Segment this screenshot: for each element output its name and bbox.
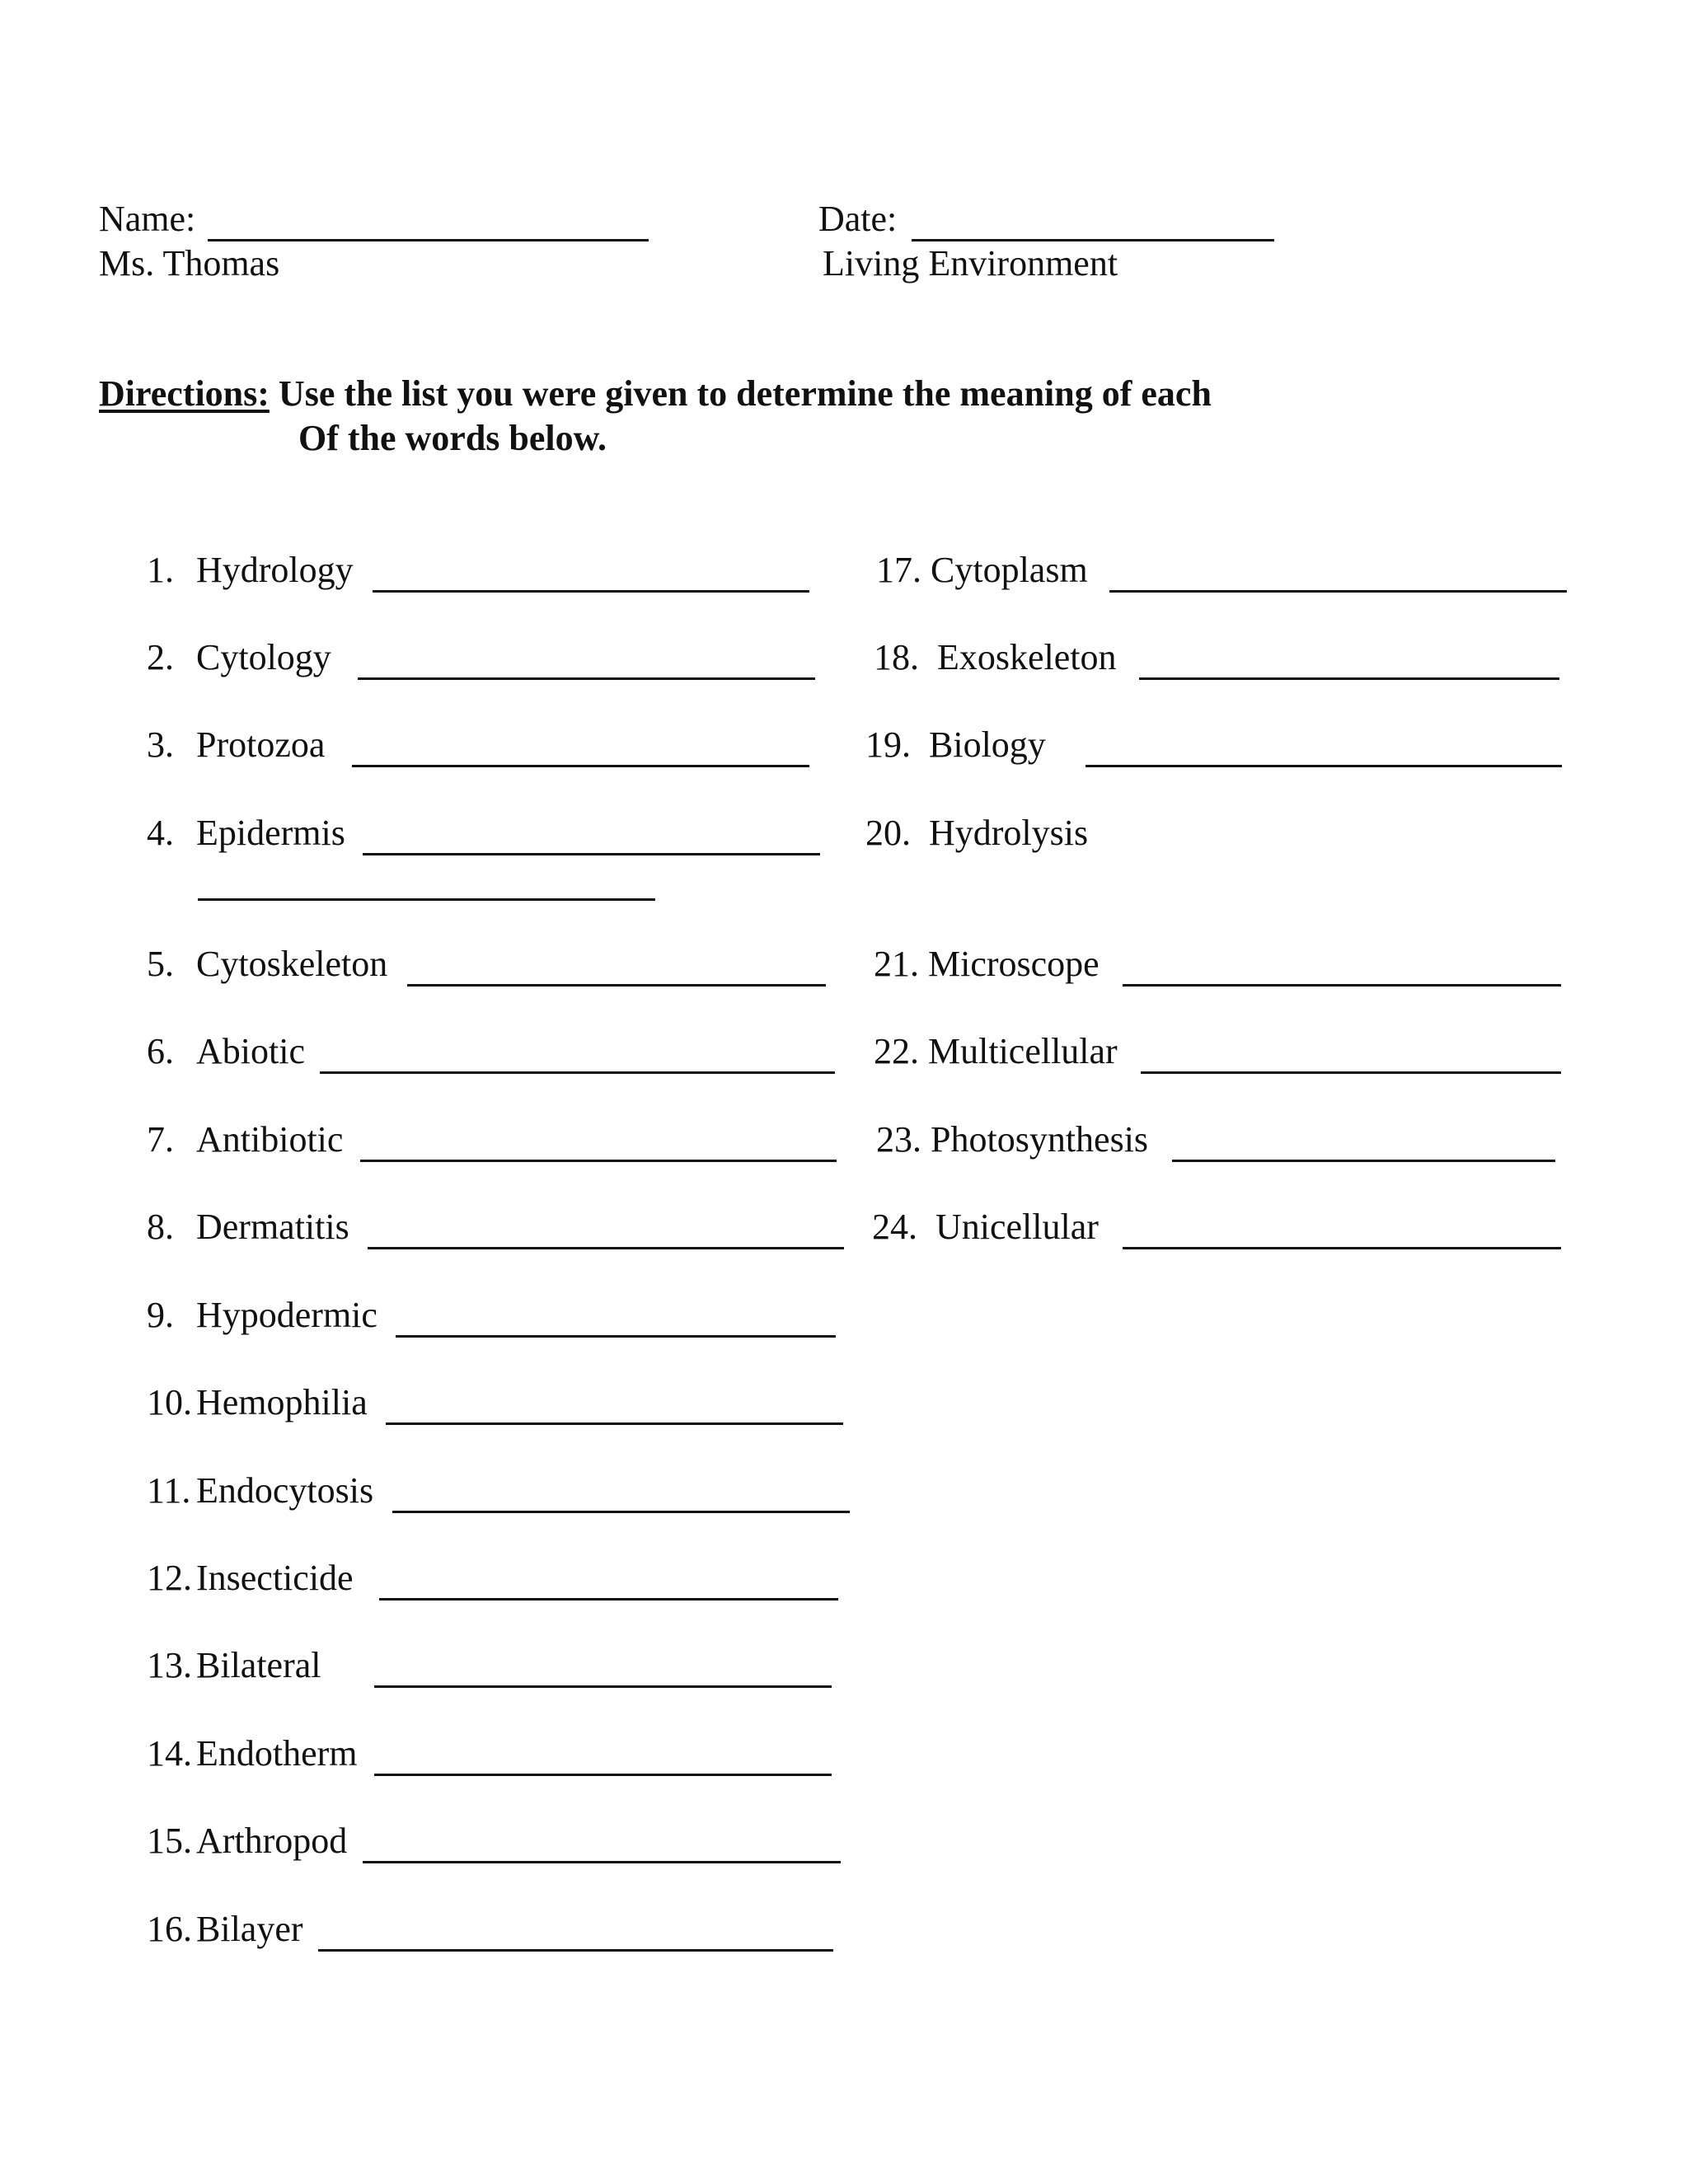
list-item: 16. Bilayer: [147, 1909, 303, 1949]
answer-line[interactable]: [352, 765, 809, 767]
list-item: 3. Protozoa: [147, 724, 326, 765]
list-item: 4. Epidermis: [147, 813, 345, 853]
list-item: 22. Multicellular: [874, 1031, 1118, 1071]
list-item: 14. Endotherm: [147, 1733, 358, 1774]
list-item: 13. Bilateral: [147, 1645, 321, 1685]
answer-line[interactable]: [396, 1335, 836, 1338]
list-item: 19. Biology: [865, 724, 1046, 765]
list-item: 6. Abiotic: [147, 1031, 305, 1071]
answer-line[interactable]: [363, 853, 820, 855]
answer-line[interactable]: [318, 1949, 833, 1952]
answer-line[interactable]: [1123, 1247, 1561, 1249]
list-item: 10. Hemophilia: [147, 1382, 368, 1422]
answer-line[interactable]: [360, 1160, 837, 1162]
answer-line[interactable]: [1141, 1071, 1561, 1074]
list-item: 2. Cytology: [147, 637, 331, 677]
answer-line[interactable]: [358, 677, 815, 680]
answer-line[interactable]: [373, 590, 809, 593]
list-item: 7. Antibiotic: [147, 1119, 344, 1160]
directions-text-line-2: Of the words below.: [298, 418, 607, 458]
answer-line[interactable]: [1109, 590, 1567, 593]
answer-line[interactable]: [320, 1071, 835, 1074]
answer-line[interactable]: [392, 1511, 850, 1513]
answer-line[interactable]: [1085, 765, 1562, 767]
answer-line[interactable]: [379, 1598, 838, 1601]
answer-line[interactable]: [374, 1685, 832, 1688]
course-name: Living Environment: [823, 243, 1118, 284]
answer-line[interactable]: [368, 1247, 844, 1249]
list-item: 21. Microscope: [874, 944, 1100, 984]
list-item: 23. Photosynthesis: [876, 1119, 1149, 1160]
list-item: 18. Exoskeleton: [874, 637, 1117, 677]
list-item: 15. Arthropod: [147, 1821, 348, 1861]
date-label: Date:: [818, 199, 898, 239]
answer-line[interactable]: [386, 1422, 843, 1425]
list-item: 9. Hypodermic: [147, 1295, 377, 1335]
name-field[interactable]: [208, 239, 649, 241]
answer-line[interactable]: [1123, 984, 1561, 987]
list-item: 24. Unicellular: [872, 1207, 1099, 1247]
answer-line-continuation[interactable]: [198, 898, 655, 901]
teacher-name: Ms. Thomas: [99, 243, 280, 284]
list-item: 8. Dermatitis: [147, 1207, 349, 1247]
answer-line[interactable]: [1172, 1160, 1555, 1162]
list-item: 1. Hydrology: [147, 550, 354, 590]
answer-line[interactable]: [363, 1861, 841, 1863]
directions-label: Directions:: [99, 373, 270, 414]
list-item: 17. Cytoplasm: [876, 550, 1088, 590]
list-item: 5. Cytoskeleton: [147, 944, 388, 984]
list-item: 11. Endocytosis: [147, 1470, 374, 1511]
list-item: 20. Hydrolysis: [865, 813, 1089, 853]
date-field[interactable]: [912, 239, 1274, 241]
list-item: 12. Insecticide: [147, 1558, 354, 1598]
answer-line[interactable]: [374, 1774, 832, 1776]
name-label: Name:: [99, 199, 196, 239]
directions: [99, 373, 1212, 415]
answer-line[interactable]: [1139, 677, 1559, 680]
directions-text-line-1: Use the list you were given to determine the meaning of each: [278, 373, 1212, 414]
answer-line[interactable]: [407, 984, 826, 987]
